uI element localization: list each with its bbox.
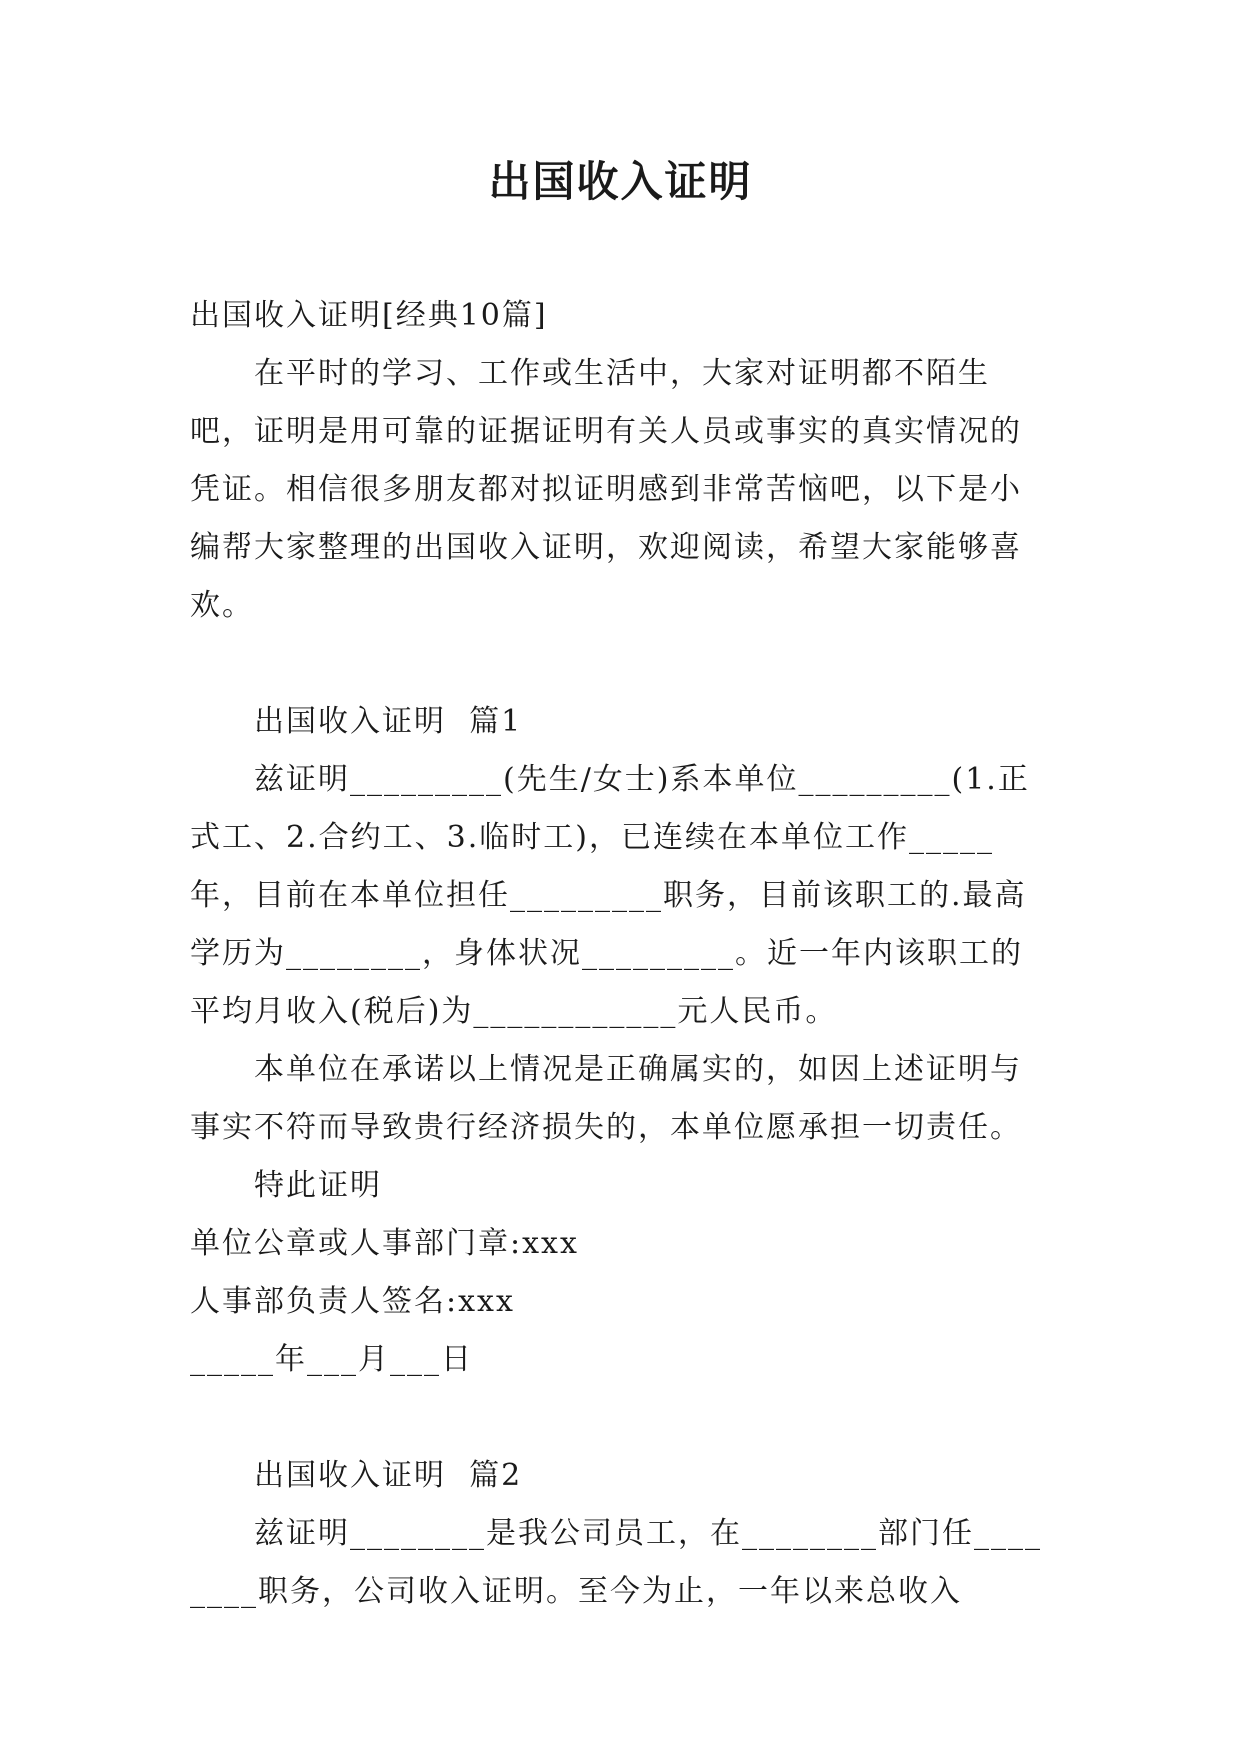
section1-seal-line: 单位公章或人事部门章:xxx — [190, 1226, 579, 1261]
section1-date-line: _____年___月___日 — [190, 1342, 473, 1377]
document-body — [190, 287, 1050, 1621]
intro-paragraph: 在平时的学习、工作或生活中，大家对证明都不陌生吧，证明是用可靠的证据证明有关人员或事实的真实情况的凭证。相信很多朋友都对拟证明感到非常苦恼吧，以下是小编帮大家整理的出国收入证明，欢迎阅读，希望大家能够喜欢。 — [190, 356, 1022, 623]
section1-paragraph-2: 本单位在承诺以上情况是正确属实的，如因上述证明与事实不符而导致贵行经济损失的，本单位愿承担一切责任。 — [190, 1052, 1022, 1145]
document-title: 出国收入证明 — [488, 157, 753, 206]
section2-paragraph-1: 兹证明________是我公司员工，在________部门任________职务，公司收入证明。至今为止，一年以来总收入 — [190, 1516, 1042, 1609]
section1-heading: 出国收入证明 篇1 — [254, 704, 523, 739]
spacer — [190, 1389, 1050, 1447]
document-subtitle: 出国收入证明[经典10篇] — [190, 298, 548, 333]
section1-closing: 特此证明 — [254, 1168, 382, 1203]
section1-signer-line: 人事部负责人签名:xxx — [190, 1284, 515, 1319]
section2-heading: 出国收入证明 篇2 — [254, 1458, 523, 1493]
section1-paragraph-1: 兹证明_________(先生/女士)系本单位_________(1.正式工、2.合约工、3.临时工)，已连续在本单位工作_____年，目前在本单位担任_________职务，目前该职工的.最高学历为________，身体状况_________。近一年内该职工的平均月收入(税后)为____________元人民币。 — [190, 762, 1030, 1029]
spacer — [190, 635, 1050, 693]
